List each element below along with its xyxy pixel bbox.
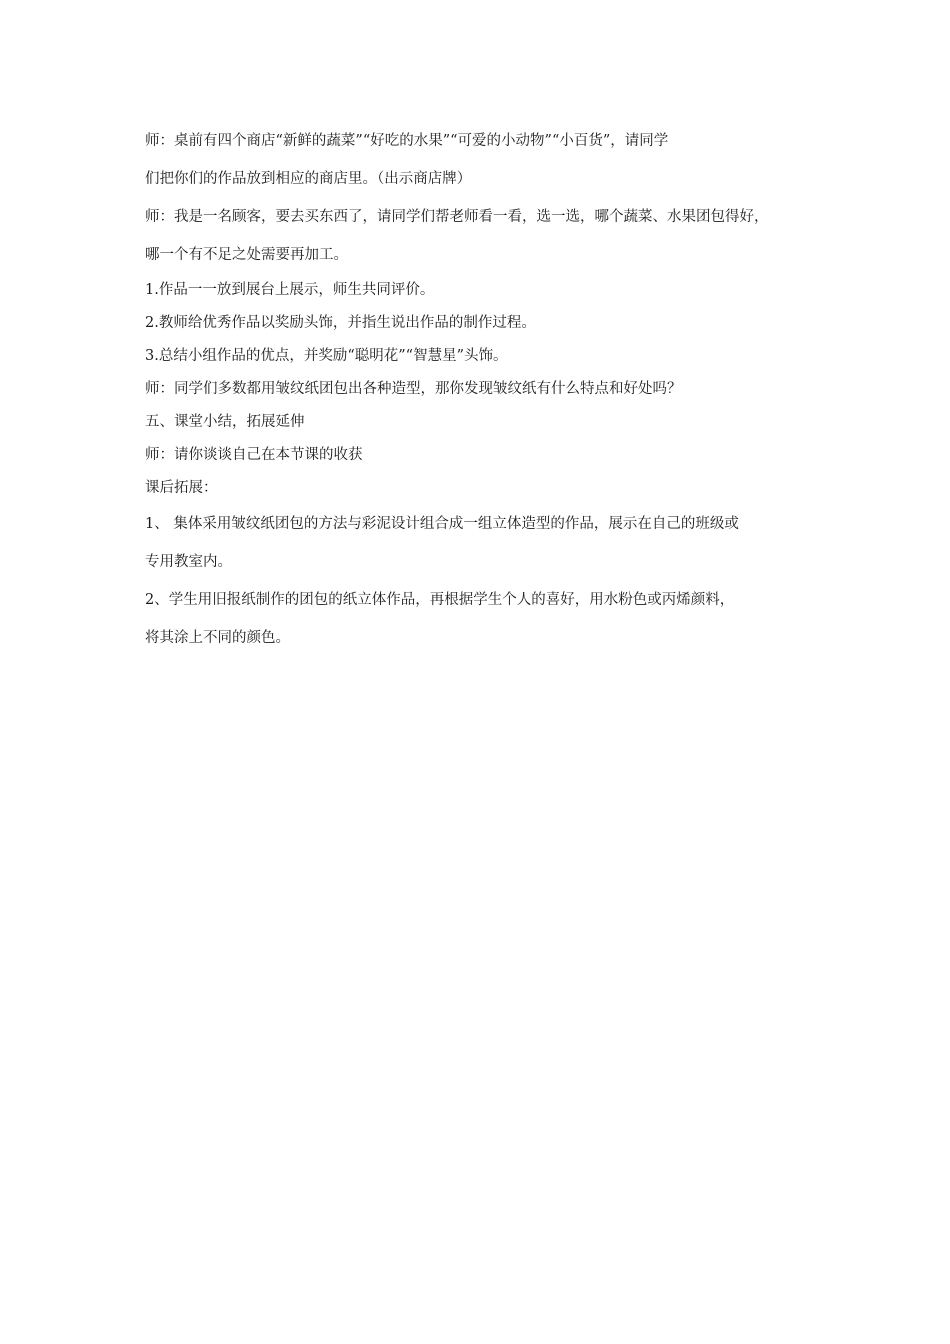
paragraph-10: 师：请你谈谈自己在本节课的收获 xyxy=(145,447,363,463)
paragraph-15: 将其涂上不同的颜色。 xyxy=(145,630,290,646)
paragraph-8: 师：同学们多数都用皱纹纸团包出各种造型，那你发现皱纹纸有什么特点和好处吗？ xyxy=(145,381,682,397)
paragraph-12: 1、 集体采用皱纹纸团包的方法与彩泥设计组合成一组立体造型的作品，展示在自己的班级或 xyxy=(145,516,739,532)
document-body xyxy=(145,122,815,657)
paragraph-1: 师：桌前有四个商店“新鲜的蔬菜”“好吃的水果”“可爱的小动物”“小百货”，请同学 xyxy=(145,133,669,149)
paragraph-11: 课后拓展： xyxy=(145,480,218,496)
paragraph-14: 2、学生用旧报纸制作的团包的纸立体作品，再根据学生个人的喜好，用水粉色或丙烯颜料， xyxy=(145,592,735,608)
paragraph-4: 哪一个有不足之处需要再加工。 xyxy=(145,247,348,263)
paragraph-13: 专用教室内。 xyxy=(145,554,232,570)
paragraph-5: 1.作品一一放到展台上展示，师生共同评价。 xyxy=(145,282,435,298)
paragraph-3: 师：我是一名顾客，要去买东西了，请同学们帮老师看一看，选一选，哪个蔬菜、水果团包得好， xyxy=(145,209,769,225)
section-heading-summary: 五、课堂小结，拓展延伸 xyxy=(145,414,305,430)
paragraph-2: 们把你们的作品放到相应的商店里。（出示商店牌） xyxy=(145,171,472,187)
paragraph-6: 2.教师给优秀作品以奖励头饰，并指生说出作品的制作过程。 xyxy=(145,315,536,331)
paragraph-7: 3.总结小组作品的优点，并奖励“聪明花”“智慧星”头饰。 xyxy=(145,348,508,364)
